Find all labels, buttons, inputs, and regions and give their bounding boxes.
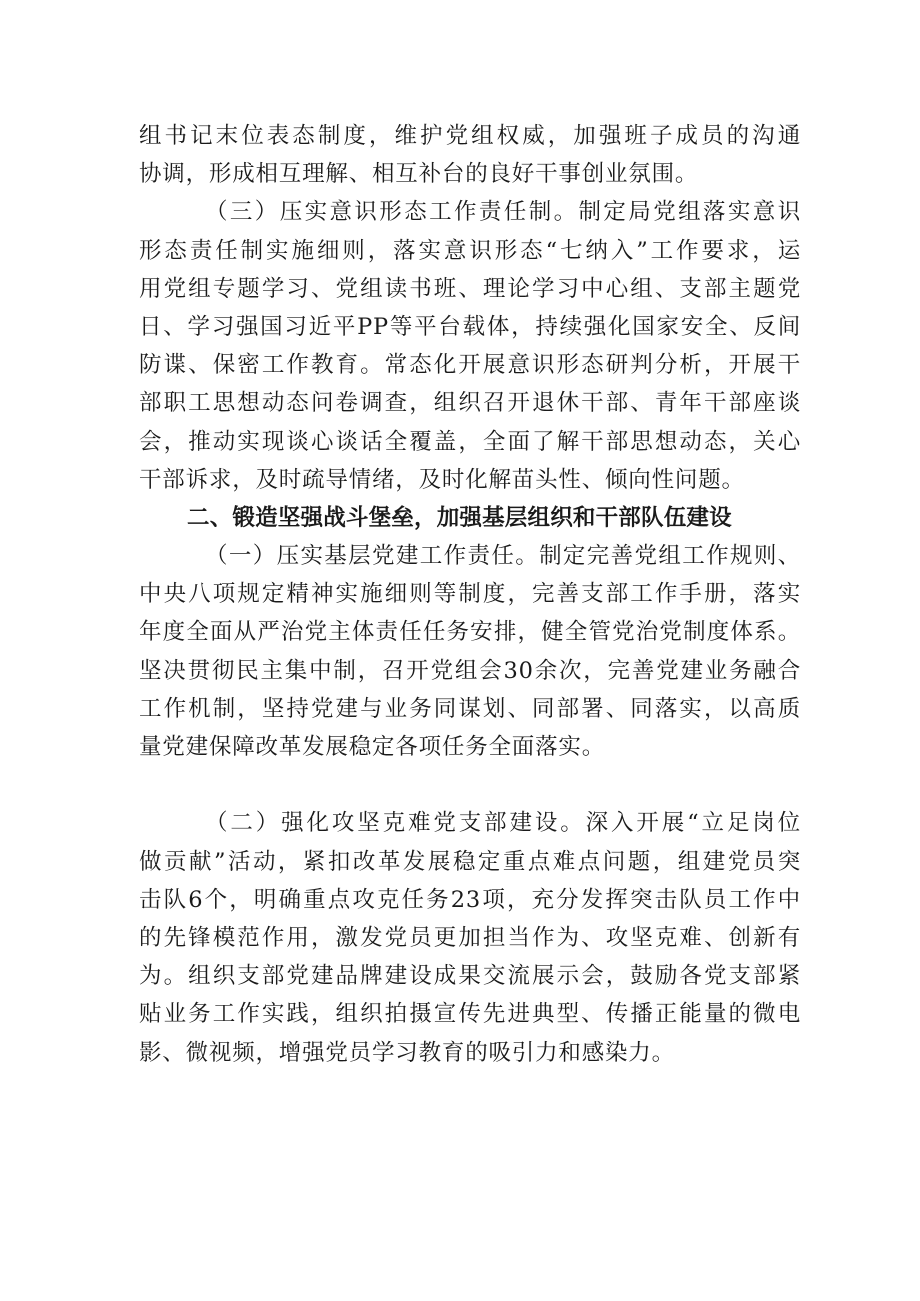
text-line: （三）压实意识形态工作责任制。制定局党组落实意识 — [205, 199, 801, 226]
section-heading: 二、锻造坚强战斗堡垒，加强基层组织和干部队伍建设 — [187, 504, 732, 531]
text-line: 防谍、保密工作教育。常态化开展意识形态研判分析，开展干 — [139, 352, 801, 379]
text-line: 工作机制，坚持党建与业务同谋划、同部署、同落实，以高质 — [139, 695, 801, 722]
text-line: （二）强化攻坚克难党支部建设。深入开展“立足岗位 — [205, 810, 801, 837]
text-line: 量党建保障改革发展稳定各项任务全面落实。 — [139, 734, 606, 760]
document-body — [139, 117, 801, 1072]
text-line: 会，推动实现谈心谈话全覆盖，全面了解干部思想动态，关心 — [139, 428, 801, 455]
paragraph-spacer — [139, 766, 801, 804]
text-line: 组书记末位表态制度，维护党组权威，加强班子成员的沟通 — [139, 123, 801, 149]
paragraph — [139, 804, 801, 1071]
text-line: 部职工思想动态问卷调查，组织召开退休干部、青年干部座谈 — [139, 390, 801, 417]
paragraph — [139, 537, 801, 766]
text-line: 日、学习强国习近平PP等平台载体，持续强化国家安全、反间 — [139, 313, 801, 340]
text-line: 做贡献”活动，紧扣改革发展稳定重点难点问题，组建党员突 — [139, 848, 801, 875]
text-line: 坚决贯彻民主集中制，召开党组会30余次，完善党建业务融合 — [139, 657, 801, 684]
paragraph — [139, 193, 801, 499]
text-line: 用党组专题学习、党组读书班、理论学习中心组、支部主题党 — [139, 275, 801, 302]
text-line: 年度全面从严治党主体责任任务安排，健全管党治党制度体系。 — [139, 619, 801, 646]
text-line: 的先锋模范作用，激发党员更加担当作为、攻坚克难、创新有 — [139, 924, 801, 951]
text-line: 为。组织支部党建品牌建设成果交流展示会，鼓励各党支部紧 — [139, 963, 801, 990]
text-line: 形态责任制实施细则，落实意识形态“七纳入”工作要求，运 — [139, 237, 801, 264]
text-line: 击队6个，明确重点攻克任务23项，充分发挥突击队员工作中 — [139, 886, 801, 913]
text-line: 中央八项规定精神实施细则等制度，完善支部工作手册，落实 — [139, 581, 801, 608]
text-line: 协调，形成相互理解、相互补台的良好干事创业氛围。 — [139, 161, 699, 188]
text-line: （一）压实基层党建工作责任。制定完善党组工作规则、 — [205, 543, 801, 570]
text-line: 干部诉求，及时疏导情绪，及时化解苗头性、倾向性问题。 — [139, 466, 745, 493]
text-line: 贴业务工作实践，组织拍摄宣传先进典型、传播正能量的微电 — [139, 1001, 801, 1028]
text-line: 影、微视频，增强党员学习教育的吸引力和感染力。 — [139, 1039, 675, 1066]
paragraph — [139, 117, 801, 193]
